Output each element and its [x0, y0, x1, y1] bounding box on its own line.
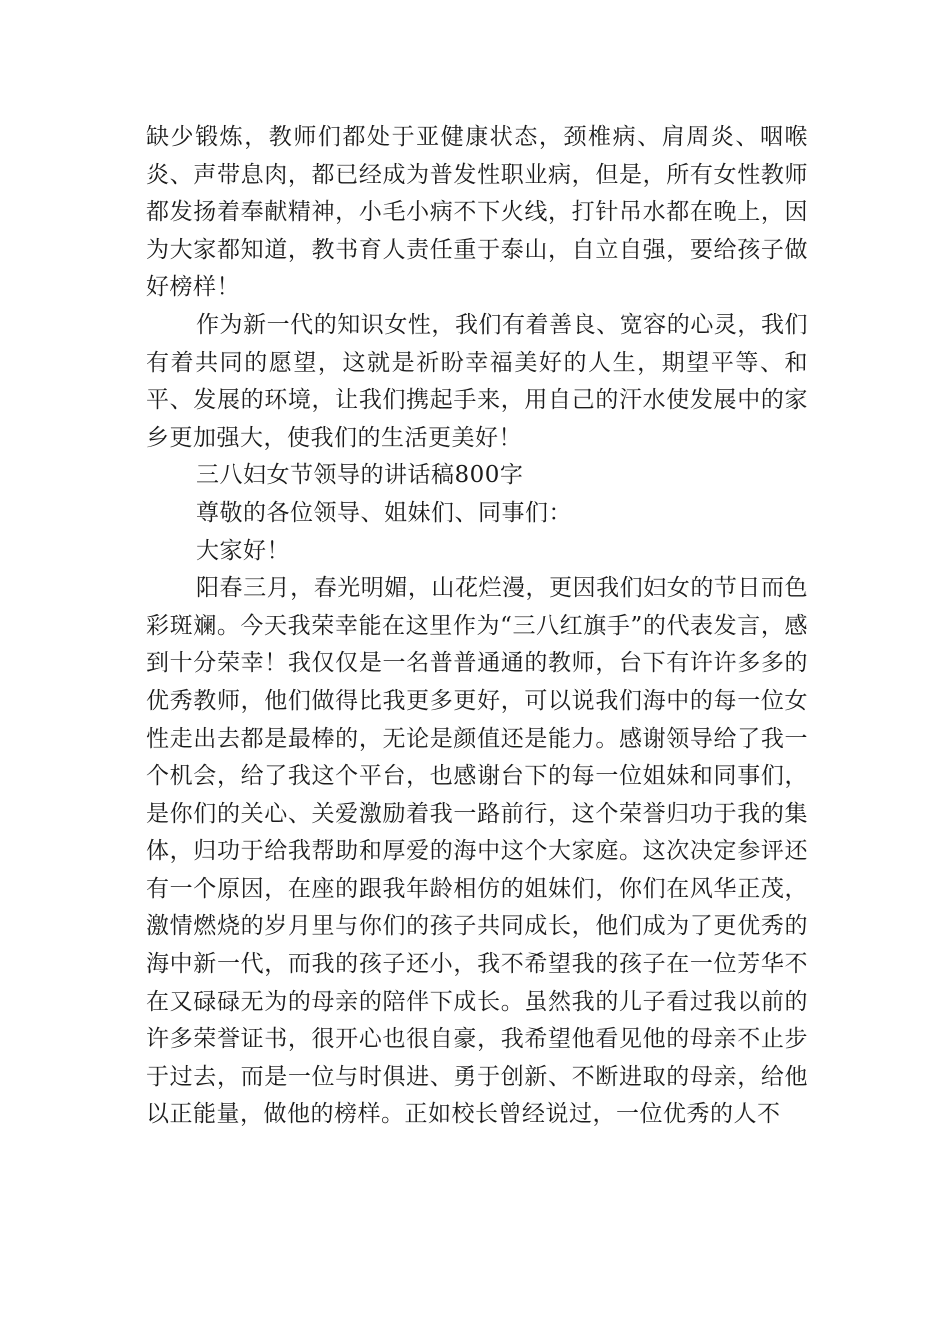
document-body — [146, 119, 808, 1134]
salutation: 尊敬的各位领导、姐妹们、同事们： — [196, 499, 572, 526]
paragraph-health: 缺少锻炼，教师们都处于亚健康状态，颈椎病、肩周炎、咽喉炎、声带息肉，都已经成为普发性职业病，但是，所有女性教师都发扬着奉献精神，小毛小病不下火线，打针吊水都在晚上，因为大家都知道，教书育人责任重于泰山，自立自强，要给孩子做好榜样！ — [146, 124, 808, 301]
paragraph-speech-body: 阳春三月，春光明媚，山花烂漫，更因我们妇女的节日而色彩斑斓。今天我荣幸能在这里作为“三八红旗手”的代表发言，感到十分荣幸！我仅仅是一名普普通通的教师，台下有许许多多的优秀教师，他们做得比我更多更好，可以说我们海中的每一位女性走出去都是最棒的，无论是颜值还是能力。感谢领导给了我一个机会，给了我这个平台，也感谢台下的每一位姐妹和同事们，是你们的关心、关爱激励着我一路前行，这个荣誉归功于我的集体，归功于给我帮助和厚爱的海中这个大家庭。这次决定参评还有一个原因，在座的跟我年龄相仿的姐妹们，你们在风华正茂，激情燃烧的岁月里与你们的孩子共同成长，他们成为了更优秀的海中新一代，而我的孩子还小，我不希望我的孩子在一位芳华不在又碌碌无为的母亲的陪伴下成长。虽然我的儿子看过我以前的许多荣誉证书，很开心也很自豪，我希望他看见他的母亲不止步于过去，而是一位与时俱进、勇于创新、不断进取的母亲，给他以正能量，做他的榜样。正如校长曾经说过，一位优秀的人不 — [146, 575, 808, 1128]
speech-title: 三八妇女节领导的讲话稿800字 — [196, 462, 524, 489]
greeting: 大家好！ — [196, 537, 290, 564]
paragraph-new-generation: 作为新一代的知识女性，我们有着善良、宽容的心灵，我们有着共同的愿望，这就是祈盼幸福美好的人生，期望平等、和平、发展的环境，让我们携起手来，用自己的汗水使发展中的家乡更加强大，使我们的生活更美好！ — [146, 311, 808, 451]
